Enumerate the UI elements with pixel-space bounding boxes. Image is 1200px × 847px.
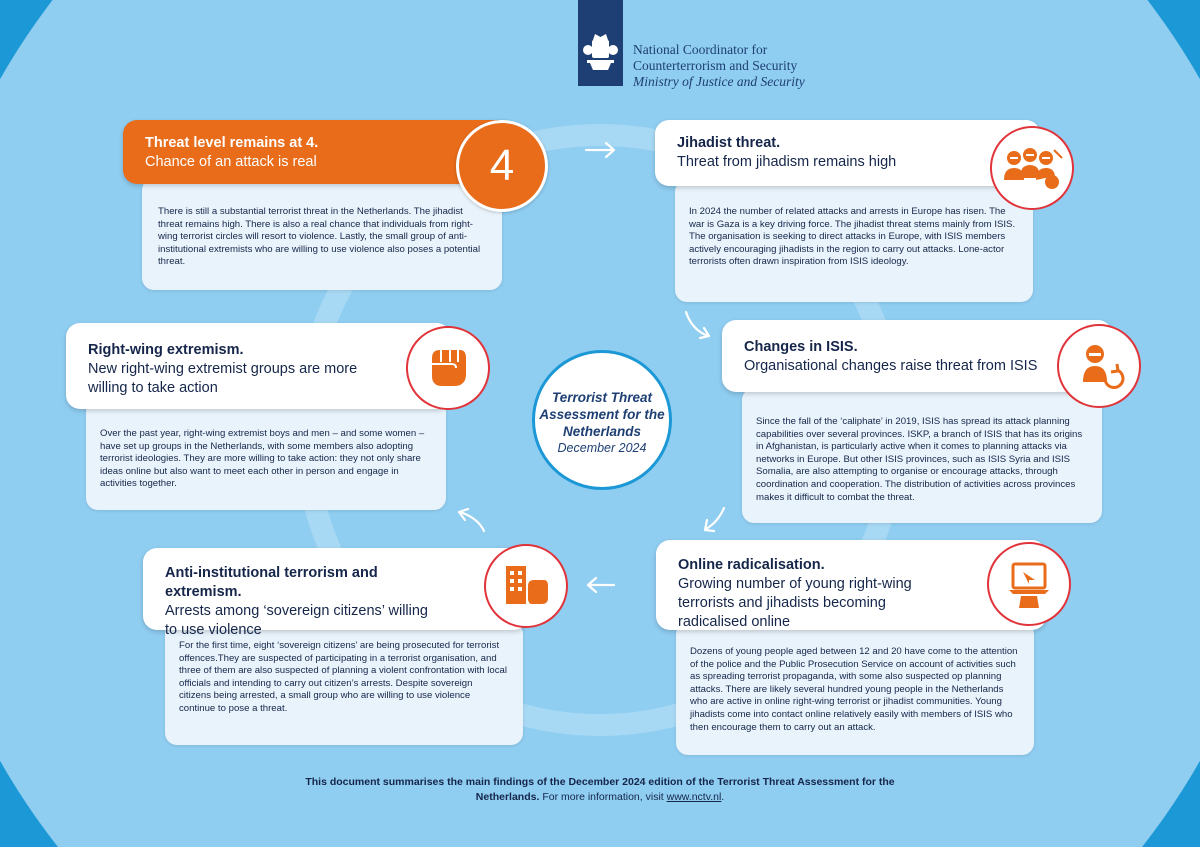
building-fist-graphic bbox=[486, 546, 566, 626]
footer-link[interactable]: www.nctv.nl bbox=[666, 791, 722, 803]
footer-more-info: For more information, visit bbox=[542, 791, 667, 803]
online-text: Dozens of young people aged between 12 and 20 have come to the attention of the police and the Public Prosecution Service on account of activities such as spreading terrorist propaganda, with some also suspected op planning attacks. There are likely several hundred young people in the Netherlands who are active in online right-wing terrorist or jihadist communities. Young jihadists come into contact online relatively easily with members of ISIS who then encourage them to carry out an attack. bbox=[690, 646, 1018, 733]
right-wing-text: Over the past year, right-wing extremist boys and men – and some women – have set up groups in the Netherlands, with some members also adopting terrorist ideologies. They are more willing to take action: they not only share ideas online but also want to meet each other in person and engage in activities together. bbox=[100, 428, 425, 490]
online-title: Online radicalisation. bbox=[678, 557, 825, 573]
center-line1: Terrorist Threat bbox=[551, 390, 653, 405]
anti-body bbox=[165, 622, 523, 745]
center-date: December 2024 bbox=[557, 441, 647, 455]
org-line2: Counterterrorism and Security bbox=[633, 58, 798, 73]
arrow-top bbox=[586, 143, 614, 157]
right-wing-body bbox=[86, 400, 446, 510]
right-wing-title: Right-wing extremism. bbox=[88, 342, 244, 358]
isis-change-graphic bbox=[1059, 326, 1139, 406]
laptop-fist-icon bbox=[987, 542, 1071, 626]
arrow-bottom bbox=[588, 578, 614, 592]
anti-title: Anti-institutional terrorism and extremism. bbox=[165, 565, 378, 600]
isis-text: Since the fall of the ‘caliphate’ in 2019, ISIS has spread its attack planning capabilities over several provinces. ISKP, a branch of ISIS that has its origins in Afghanistan, is particularly active when it comes to planning attacks via networks in Europe. But other ISIS provinces, such as ISIS Syria and ISIS Somalia, are also attempting to organise or encourage attacks, through coordination and cooperation. The distribution of activities across provinces makes it difficult to combat the threat. bbox=[756, 416, 1083, 503]
laptop-fist-graphic bbox=[989, 544, 1069, 624]
center-line2: Assessment for the bbox=[539, 407, 665, 422]
online-body bbox=[676, 622, 1034, 755]
center-title-circle bbox=[532, 350, 672, 490]
isis-change-icon bbox=[1057, 324, 1141, 408]
fist-icon bbox=[406, 326, 490, 410]
footer bbox=[300, 775, 900, 805]
threat-level-number: 4 bbox=[489, 141, 515, 190]
anti-subtitle: Arrests among ‘sovereign citizens’ willing to use violence bbox=[165, 603, 428, 638]
jihadist-body bbox=[675, 180, 1033, 302]
fist-graphic bbox=[408, 328, 488, 408]
jihadist-header bbox=[655, 120, 1040, 186]
anti-header bbox=[143, 548, 528, 638]
arrow-right-top bbox=[686, 312, 709, 338]
four-badge bbox=[456, 120, 548, 212]
jihadist-text: In 2024 the number of related attacks and arrests in Europe has risen. The war is Gaza is a key driving force. The jihadist threat stems mainly from ISIS. The organisation is seeking to direct attacks in Europe, with ISIS members actively encouraging jihadists in the region to carry out attacks. Lone-actor terrorists often drawn inspiration from ISIS ideology. bbox=[689, 206, 1016, 268]
org-line1: National Coordinator for bbox=[633, 42, 768, 57]
footer-end: . bbox=[721, 791, 725, 803]
isis-subtitle: Organisational changes raise threat from ISIS bbox=[744, 358, 1038, 374]
isis-title: Changes in ISIS. bbox=[744, 339, 858, 355]
right-wing-subtitle: New right-wing extremist groups are more willing to take action bbox=[88, 361, 358, 396]
center-line3: Netherlands bbox=[562, 424, 642, 439]
threat-level-subtitle: Chance of an attack is real bbox=[145, 154, 317, 170]
right-wing-header bbox=[66, 323, 451, 409]
online-subtitle: Growing number of young right-wing terrorists and jihadists becoming radicalised online bbox=[678, 576, 912, 630]
isis-header bbox=[722, 320, 1112, 392]
anti-text: For the first time, eight ‘sovereign citizens’ are being prosecuted for terrorist offences.They are suspected of participating in a terrorist organisation, and three of them are also suspected of planning a violent confrontation with local officials and intending to carry out citizen’s arrests. Despite sovereign citizens being arrested, a small group who are willing to use violence continue to pose a threat. bbox=[179, 640, 507, 714]
threat-level-text: There is still a substantial terrorist threat in the Netherlands. The jihadist threat remains high. There is also a real chance that individuals from right-wing terrorist circles will resort to violence. Lastly, the small group of anti-institutional extremists who are willing to use violence also poses a potential threat. bbox=[158, 206, 481, 268]
footer-summary: This document summarises the main findings of the December 2024 edition of the Terrorist Threat Assessment for the Netherlands. bbox=[305, 776, 895, 803]
org-line3: Ministry of Justice and Security bbox=[633, 74, 805, 89]
arrow-right-bottom bbox=[705, 508, 724, 531]
isis-body bbox=[742, 388, 1102, 523]
jihadist-title: Jihadist threat. bbox=[677, 135, 781, 151]
arrow-left bbox=[459, 509, 484, 531]
jihadists-icon bbox=[990, 126, 1074, 210]
threat-level-title: Threat level remains at 4. bbox=[145, 135, 319, 151]
building-fist-icon bbox=[484, 544, 568, 628]
jihadist-subtitle: Threat from jihadism remains high bbox=[677, 154, 897, 170]
jihadists-graphic bbox=[992, 128, 1072, 208]
threat-level-body bbox=[142, 178, 502, 290]
